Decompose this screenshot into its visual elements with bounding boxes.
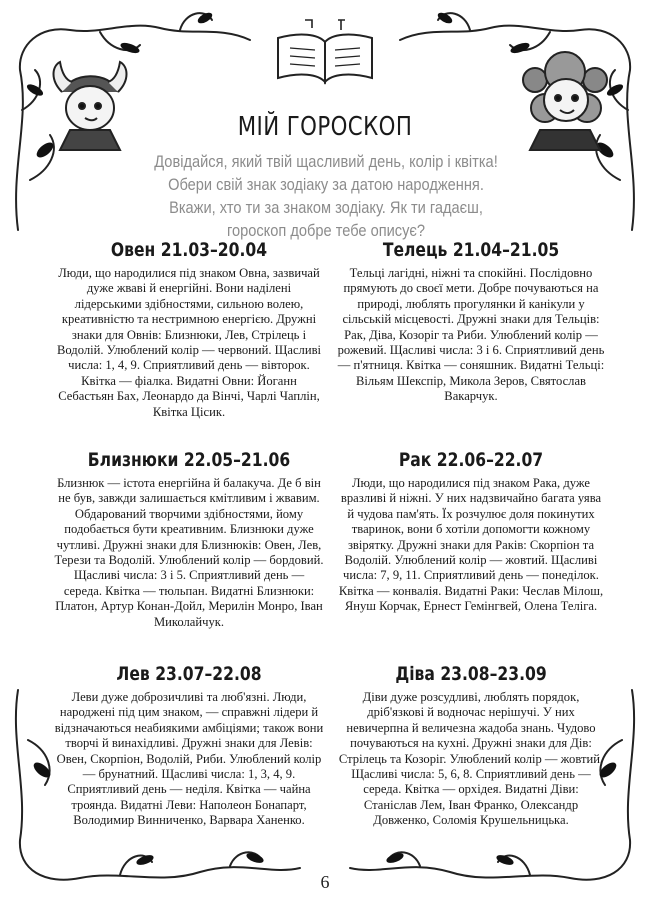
sign-description: Люди, що народилися під знаком Овна, зазвичай дуже жваві й енергійні. Вони наділені лідерськими здібностями, сильною волею, креативністю та нестримною енергією. Дружні знаки для Овнів: Близнюки, Лев, Стрілець і Водолій. Улюблений колір — червоний. Щасливі числа: 1, 4, 9. Сприятливий день — вівторок. Квітка — фіалка. Видатні Овни: Йоганн Себастьян Бах, Леонардо да Вінчі, Чарлі Чаплін, Квітка Цісик.	[56, 266, 322, 419]
sign-taurus	[336, 238, 606, 405]
intro-text-block	[154, 150, 498, 242]
sign-virgo	[336, 662, 606, 829]
sign-description: Близнюк — істота енергійна й балакуча. Де б він не був, завжди залишається кмітливим і жвавим. Обдарований творчими здібностями, йому подобається бути креативним. Близнюки дуже чутливі. Дружні знаки для Близнюків: Овен, Лев, Терези та Водолій. Улюблений колір — бордовий. Щасливі числа: 3 і 5. Сприятливий день — середа. Квітка — тюльпан. Видатні Близнюки: Платон, Артур Конан-Дойл, Мерилін Монро, Іван Миколайчук.	[54, 476, 324, 629]
sign-heading: Близнюки 22.05–21.06	[87, 449, 291, 471]
sign-description: Діви дуже розсудливі, люблять порядок, дріб'язкові й водночас нерішучі. У них невичерпна й величезна жадоба знань. Чудово почуваються на кухні. Дружні знаки для Дів: Стрілець та Козоріг. Улюблений колір — жовтий. Щасливі числа: 5, 6, 8. Сприятливий день — середа. Квітка — орхідея. Видатні Діви: Станіслав Лем, Іван Франко, Олександр Довженко, Соломія Крушельницька.	[338, 690, 604, 828]
page-title: МІЙ ГОРОСКОП	[237, 112, 413, 142]
page-number: 6	[320, 872, 330, 892]
sign-heading: Лев 23.07–22.08	[116, 663, 262, 685]
intro-text: Довідайся, який твій щасливий день, колір і квітка! Обери свій знак зодіаку за датою народження. Вкажи, хто ти за знаком зодіаку. Як ти гадаєш, гороскоп добре тебе описує?	[154, 152, 498, 240]
sign-heading: Телець 21.04–21.05	[382, 239, 560, 261]
sign-description: Леви дуже доброзичливі та люб'язні. Люди, народжені під цим знаком, — справжні лідери й відзначаються неабиякими амбіціями; також вони творчі й винахідливі. Дружні знаки для Левів: Овен, Скорпіон, Водолій, Риби. Улюблений колір — брунатний. Щасливі числа: 1, 3, 4, 9. Сприятливий день — неділя. Квітка — чайна троянда. Видатні Леви: Наполеон Бонапарт, Володимир Винниченко, Варвара Ханенко.	[54, 690, 324, 828]
sign-gemini	[54, 448, 324, 630]
sign-description: Люди, що народилися під знаком Рака, дуже вразливі й ніжні. У них надзвичайно багата уява й чудова пам'ять. Їх розчулює доля покинутих тваринок, вони б хотіли допомогти кожному звірятку. Дружні знаки для Раків: Скорпіон та Водолій. Улюблений колір — жовтий. Щасливі числа: 7, 9, 11. Сприятливий день — понеділок. Квітка — конвалія. Видатні Раки: Чеслав Мілош, Януш Корчак, Ернест Гемінгвей, Олена Теліга.	[338, 476, 604, 614]
sign-leo	[54, 662, 324, 829]
sign-aries	[54, 238, 324, 420]
open-book-icon	[278, 20, 372, 82]
sign-heading: Овен 21.03–20.04	[110, 239, 268, 261]
sign-description: Тельці лагідні, ніжні та спокійні. Послідовно прямують до своєї мети. Добре почуваються на природі, люблять прогулянки й канікули у сільській місцевості. Дружні знаки для Тельців: Рак, Діва, Козоріг та Риби. Улюблений колір — рожевий. Щасливі числа: 3 і 6. Сприятливий день — п'ятниця. Квітка — соняшник. Видатні Тельці: Вільям Шекспір, Микола Зеров, Святослав Вакарчук.	[337, 266, 605, 404]
sign-cancer	[336, 448, 606, 615]
sign-heading: Рак 22.06–22.07	[398, 449, 544, 471]
sign-heading: Діва 23.08–23.09	[395, 663, 547, 685]
